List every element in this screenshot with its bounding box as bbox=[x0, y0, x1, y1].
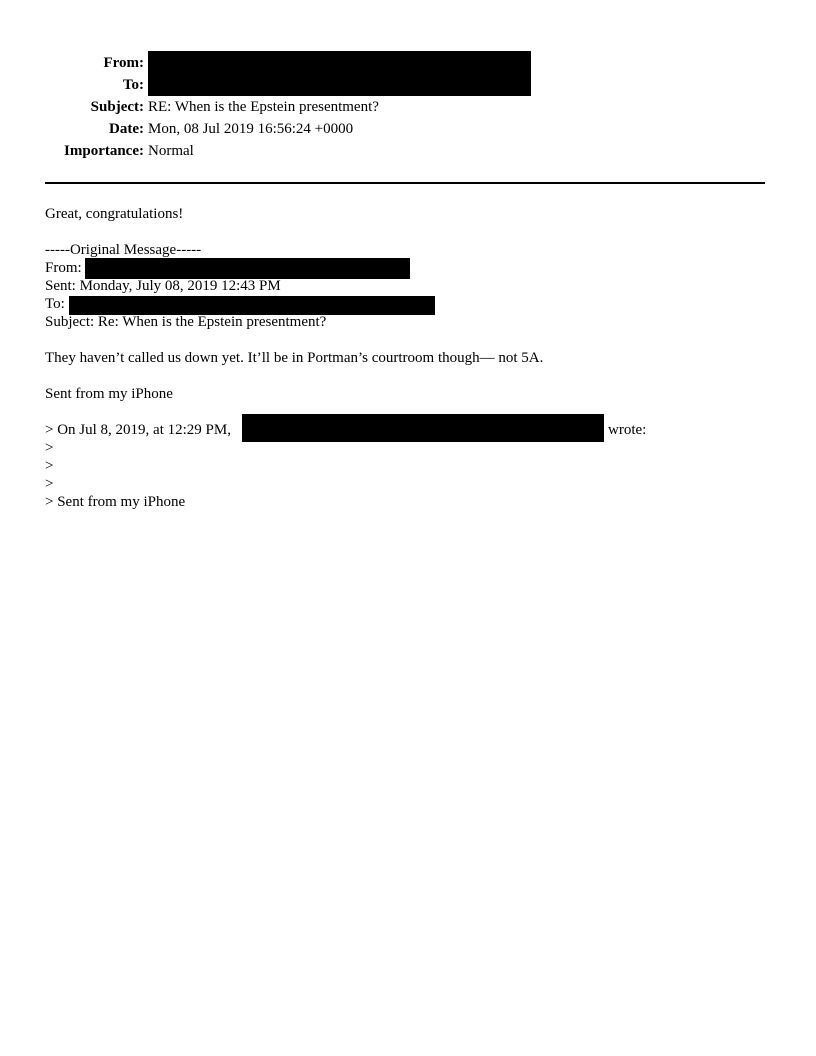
date-value: Mon, 08 Jul 2019 16:56:24 +0000 bbox=[148, 121, 354, 137]
redaction-header-from-to bbox=[148, 51, 531, 96]
original-to-row bbox=[45, 295, 65, 313]
quote-line: > bbox=[45, 440, 54, 456]
quote-line: > bbox=[45, 476, 54, 492]
original-sent-line: Sent: Monday, July 08, 2019 12:43 PM bbox=[45, 278, 281, 294]
original-to-label: To: bbox=[45, 296, 65, 312]
redaction-quote-sender bbox=[242, 414, 604, 442]
original-message-marker: -----Original Message----- bbox=[45, 242, 202, 258]
quote-wrote-text: wrote: bbox=[608, 422, 647, 438]
greeting-text: Great, congratulations! bbox=[45, 206, 184, 222]
importance-value: Normal bbox=[148, 143, 194, 159]
from-label: From: bbox=[103, 55, 144, 71]
quote-signature-text: > Sent from my iPhone bbox=[45, 494, 186, 510]
header-subject-row bbox=[0, 97, 816, 117]
subject-label: Subject: bbox=[90, 99, 144, 115]
subject-value: RE: When is the Epstein presentment? bbox=[148, 99, 379, 115]
header-divider bbox=[45, 182, 765, 184]
redaction-original-from bbox=[85, 258, 410, 279]
header-importance-row bbox=[0, 141, 816, 161]
original-from-label: From: bbox=[45, 260, 82, 276]
quote-intro-text: > On Jul 8, 2019, at 12:29 PM, bbox=[45, 422, 231, 438]
to-label: To: bbox=[122, 77, 144, 93]
quote-line: > bbox=[45, 458, 54, 474]
signature-text: Sent from my iPhone bbox=[45, 386, 173, 402]
header-date-row bbox=[0, 119, 816, 139]
original-from-row bbox=[45, 259, 82, 277]
date-label: Date: bbox=[109, 121, 144, 137]
importance-label: Importance: bbox=[64, 143, 144, 159]
reply-text: They haven’t called us down yet. It’ll be in Portman’s courtroom though— not 5A. bbox=[45, 350, 544, 366]
original-subject-line: Subject: Re: When is the Epstein presentment? bbox=[45, 314, 327, 330]
